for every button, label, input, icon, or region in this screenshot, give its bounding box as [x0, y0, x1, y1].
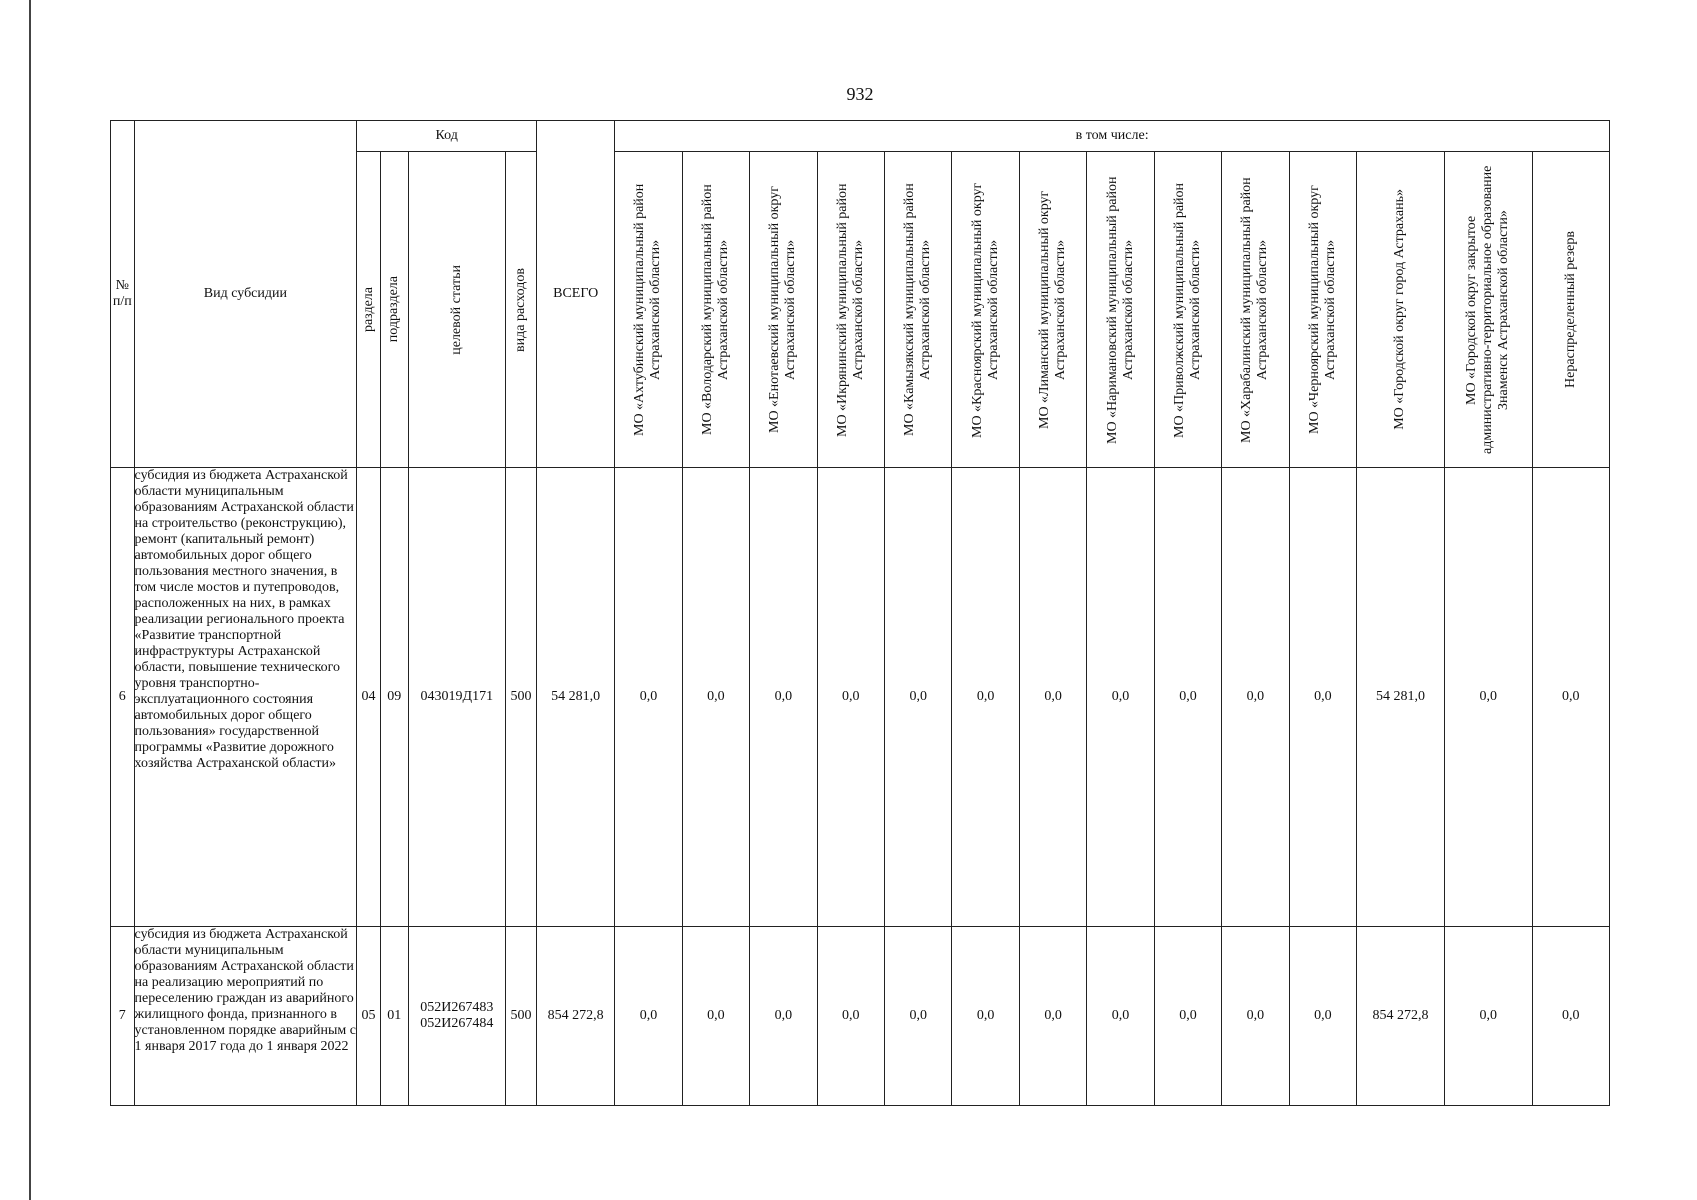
row-value: 0,0 [1087, 927, 1154, 1106]
row-value: 0,0 [1154, 927, 1221, 1106]
header-code-target: целевой статьи [408, 152, 505, 468]
row-description: субсидия из бюджета Астраханской области муниципальным образованиям Астраханской области на реализацию мероприятий по переселению граждан из аварийного жилищного фонда, признанного в установленном порядке аварийным с 1 января 2017 года до 1 января 2022 [134, 927, 357, 1106]
row-num: 7 [111, 927, 135, 1106]
row-section: 05 [357, 927, 381, 1106]
row-value: 0,0 [884, 927, 951, 1106]
row-value: 0,0 [1222, 927, 1289, 1106]
row-value: 0,0 [1289, 468, 1356, 927]
header-total: ВСЕГО [537, 121, 615, 468]
header-subsidy-type: Вид субсидии [134, 121, 357, 468]
row-value: 0,0 [1019, 468, 1086, 927]
row-value: 0,0 [1019, 927, 1086, 1106]
row-expense: 500 [506, 927, 537, 1106]
row-num: 6 [111, 468, 135, 927]
row-value: 0,0 [952, 927, 1019, 1106]
subsidy-table [110, 120, 1610, 1106]
row-value: 0,0 [884, 468, 951, 927]
table-row [111, 927, 1610, 1106]
header-mo-ikryaninsky: МО «Икрянинский муниципальный район Астраханской области» [817, 152, 884, 468]
header-mo-kamyzyaksky: МО «Камызякский муниципальный район Астраханской области» [884, 152, 951, 468]
row-value: 0,0 [817, 927, 884, 1106]
row-value: 0,0 [682, 927, 749, 1106]
header-mo-znamensk: МО «Городской округ закрытое административно-территориальное образование Знаменск Астраханской области» [1444, 152, 1532, 468]
header-code-subsection: подраздела [380, 152, 408, 468]
row-description: субсидия из бюджета Астраханской области муниципальным образованиям Астраханской области на строительство (реконструкцию), ремонт (капитальный ремонт) автомобильных дорог общего пользования местного значения, в том числе мостов и путепроводов, расположенных на них, в рамках реализации регионального проекта «Развитие транспортной инфраструктуры Астраханской области, повышение технического уровня транспортно-эксплуатационного состояния автомобильных дорог общего пользования» государственной программы «Развитие дорожного хозяйства Астраханской области» [134, 468, 357, 927]
header-code: Код [357, 121, 537, 152]
row-target: 043019Д171 [408, 468, 505, 927]
row-total: 54 281,0 [537, 468, 615, 927]
header-mo-volodarsky: МО «Володарский муниципальный район Астраханской области» [682, 152, 749, 468]
row-target: 052И267483 052И267484 [408, 927, 505, 1106]
row-value: 854 272,8 [1357, 927, 1445, 1106]
row-value: 0,0 [750, 468, 817, 927]
scan-margin-line [29, 0, 31, 1200]
row-value: 0,0 [1444, 468, 1532, 927]
header-mo-akhtubinsky: МО «Ахтубинский муниципальный район Астраханской области» [615, 152, 682, 468]
header-code-section: раздела [357, 152, 381, 468]
row-subsection: 01 [380, 927, 408, 1106]
row-value: 0,0 [817, 468, 884, 927]
row-value: 0,0 [615, 927, 682, 1106]
row-subsection: 09 [380, 468, 408, 927]
table-row [111, 468, 1610, 927]
row-expense: 500 [506, 468, 537, 927]
header-mo-kharabalinsky: МО «Харабалинский муниципальный район Астраханской области» [1222, 152, 1289, 468]
row-value: 0,0 [952, 468, 1019, 927]
header-mo-privolzhsky: МО «Приволжский муниципальный район Астраханской области» [1154, 152, 1221, 468]
row-value: 0,0 [1087, 468, 1154, 927]
header-mo-krasnoyarsky: МО «Красноярский муниципальный округ Астраханской области» [952, 152, 1019, 468]
row-value: 0,0 [1289, 927, 1356, 1106]
row-value: 0,0 [1444, 927, 1532, 1106]
page-number: 932 [846, 84, 874, 104]
row-value: 0,0 [1154, 468, 1221, 927]
row-section: 04 [357, 468, 381, 927]
row-value: 0,0 [1532, 927, 1609, 1106]
header-mo-narimanovsky: МО «Наримановский муниципальный район Астраханской области» [1087, 152, 1154, 468]
row-value: 0,0 [682, 468, 749, 927]
header-unallocated-reserve: Нераспределенный резерв [1532, 152, 1609, 468]
header-including: в том числе: [615, 121, 1610, 152]
row-value: 0,0 [750, 927, 817, 1106]
row-value: 0,0 [615, 468, 682, 927]
header-code-expense: вида расходов [506, 152, 537, 468]
header-mo-astrakhan: МО «Городской округ город Астрахань» [1357, 152, 1445, 468]
row-total: 854 272,8 [537, 927, 615, 1106]
row-value: 54 281,0 [1357, 468, 1445, 927]
header-num: № п/п [111, 121, 135, 468]
header-mo-chernoyarsky: МО «Черноярский муниципальный округ Астраханской области» [1289, 152, 1356, 468]
header-mo-enotaevsky: МО «Енотаевский муниципальный округ Астраханской области» [750, 152, 817, 468]
row-value: 0,0 [1222, 468, 1289, 927]
header-mo-limansky: МО «Лиманский муниципальный округ Астраханской области» [1019, 152, 1086, 468]
row-value: 0,0 [1532, 468, 1609, 927]
